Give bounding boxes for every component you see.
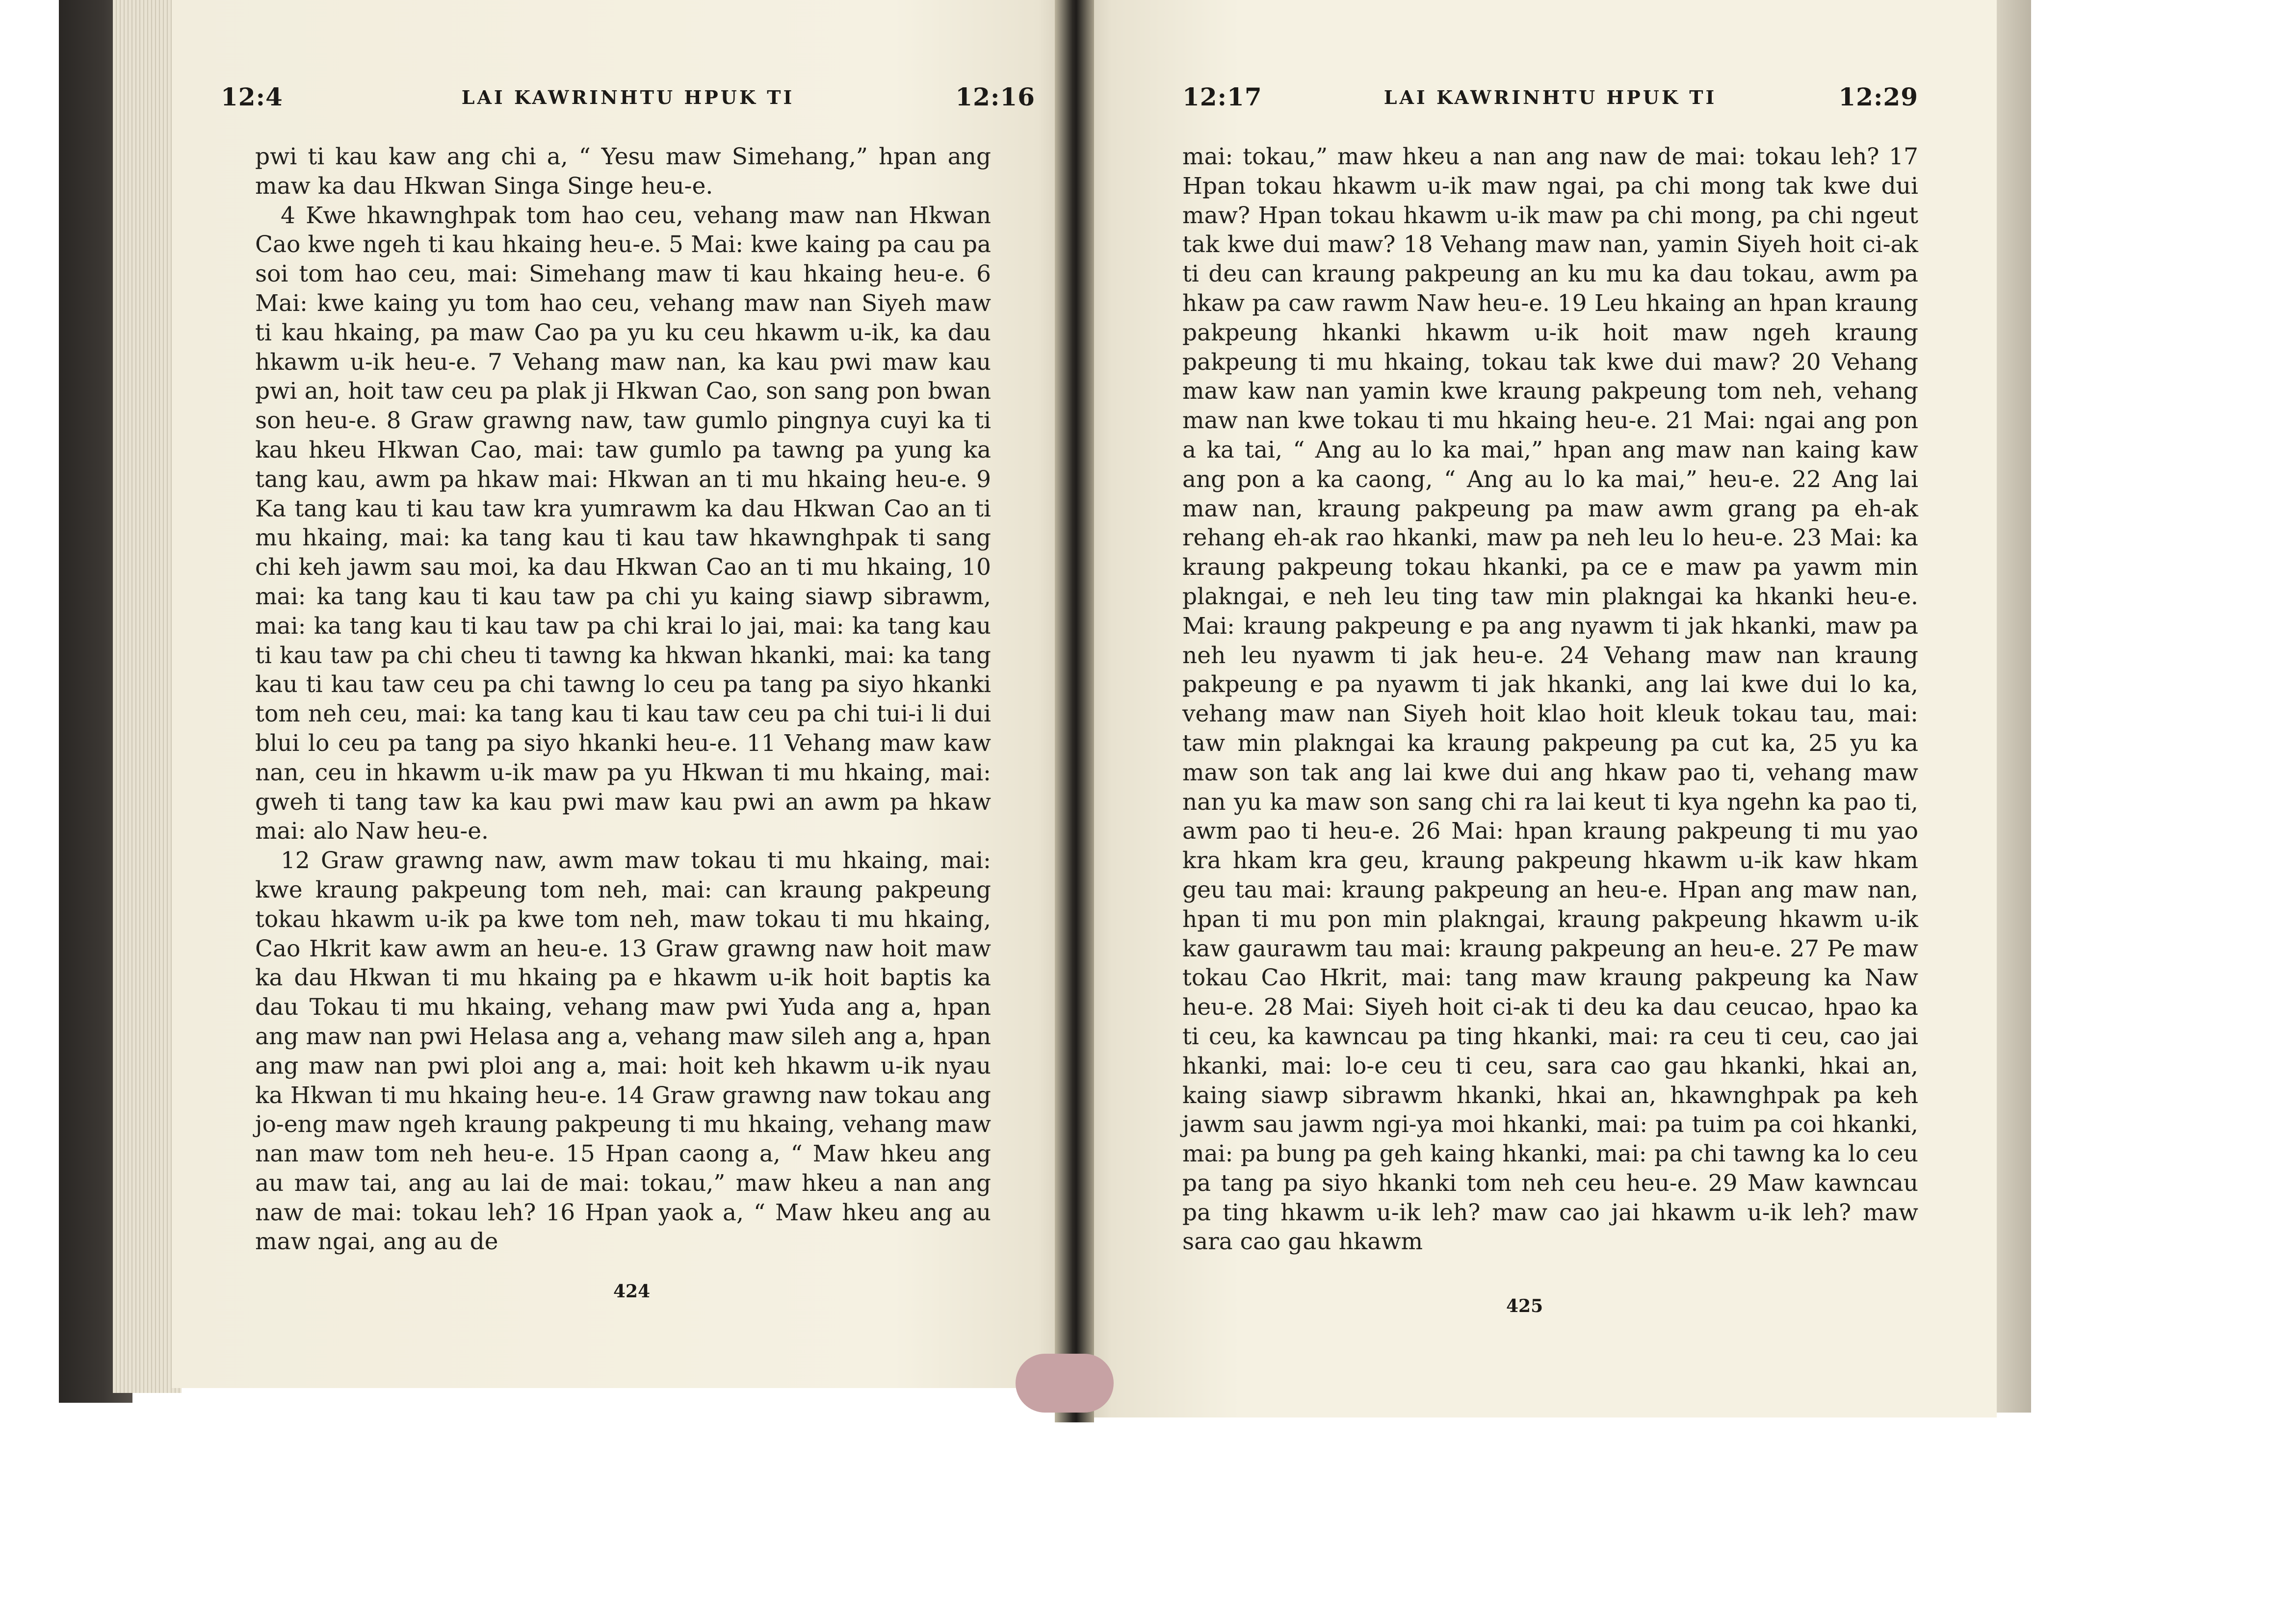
right-header-ref-start: 12:17	[1182, 82, 1262, 111]
right-page-body	[1182, 142, 1918, 1257]
left-page	[172, 0, 1074, 1388]
left-running-title: LAI KAWRINHTU HPUK TI	[461, 86, 795, 108]
right-page	[1074, 0, 1997, 1417]
page-edges	[113, 0, 182, 1393]
paragraph: pwi ti kau kaw ang chi a, “ Yesu maw Simehang,” hpan ang maw ka dau Hkwan Singa Singe heu-e.	[255, 143, 991, 200]
left-page-header	[221, 82, 1035, 122]
right-page-number: 425	[1506, 1296, 1543, 1316]
left-header-ref-end: 12:16	[955, 82, 1035, 111]
book-gutter	[1055, 0, 1094, 1422]
left-page-body	[255, 142, 991, 1257]
left-header-ref-start: 12:4	[221, 82, 283, 111]
paragraph: 12 Graw grawng naw, awm maw tokau ti mu hkaing, mai: kwe kraung pakpeung tom neh, mai: can kraung pakpeung tokau hkawm u-ik pa kwe tom neh, maw tokau ti mu hkaing, Cao Hkrit kaw awm an heu-e. 13 Graw grawng naw hoit maw ka dau Hkwan ti mu hkaing pa e hkawm u-ik hoit baptis ka dau Tokau ti mu hkaing, vehang maw pwi Yuda ang a, hpan ang maw nan pwi Helasa ang a, vehang maw sileh ang a, hpan ang maw nan pwi ploi ang a, mai: hoit keh hkawm u-ik nyau ka Hkwan ti mu hkaing heu-e. 14 Graw grawng naw tokau ang jo-eng maw ngeh kraung pakpeung ti mu hkaing, vehang maw nan maw tom neh heu-e. 15 Hpan caong a, “ Maw hkeu ang au maw tai, ang au lai de mai: tokau,” maw hkeu a nan ang naw de mai: tokau leh? 16 Hpan yaok a, “ Maw hkeu ang au maw ngai, ang au de	[255, 847, 991, 1256]
paragraph: mai: tokau,” maw hkeu a nan ang naw de mai: tokau leh? 17 Hpan tokau hkawm u-ik maw ngai, pa chi mong tak kwe dui maw? Hpan tokau hkawm u-ik maw pa chi mong, pa chi ngeut tak kwe dui maw? 18 Vehang maw nan, yamin Siyeh hoit ci-ak ti deu can kraung pakpeung an ku mu ka dau tokau, awm pa hkaw pa caw rawm Naw heu-e. 19 Leu hkaing an hpan kraung pakpeung hkanki hkawm u-ik hoit maw ngeh kraung pakpeung ti mu hkaing, tokau tak kwe dui maw? 20 Vehang maw kaw nan yamin kwe kraung pakpeung tom neh, vehang maw nan kwe tokau ti mu hkaing heu-e. 21 Mai: ngai ang pon a ka tai, “ Ang au lo ka mai,” hpan ang maw nan kaing kaw ang pon a ka caong, “ Ang au lo ka mai,” heu-e. 22 Ang lai maw nan, kraung pakpeung pa maw awm grang pa eh-ak rehang eh-ak rao hkanki, maw pa neh leu lo heu-e. 23 Mai: ka kraung pakpeung tokau hkanki, pa ce e maw pa yawm min plakngai, e neh leu ting taw min plakngai ka hkanki heu-e. Mai: kraung pakpeung e pa ang nyawm ti jak hkanki, maw pa neh leu nyawm ti jak heu-e. 24 Vehang maw nan kraung pakpeung e pa nyawm ti jak hkanki, ang lai kwe dui lo ka, vehang maw nan Siyeh hoit klao hoit kleuk tokau tau, mai: taw min plakngai ka kraung pakpeung pa cut ka, 25 yu ka maw son tak ang lai kwe dui ang hkaw pao ti, vehang maw nan yu ka maw son sang chi ra lai keut ti kya ngehn ka pao ti, awm pao ti heu-e. 26 Mai: hpan kraung pakpeung ti mu yao kra hkam kra geu, kraung pakpeung hkawm u-ik kaw hkam geu tau mai: kraung pakpeung an heu-e. Hpan ang maw nan, hpan ti mu pon min plakngai, kraung pakpeung hkawm u-ik kaw gaurawm tau mai: kraung pakpeung an heu-e. 27 Pe maw tokau Cao Hkrit, mai: tang maw kraung pakpeung ka Naw heu-e. 28 Mai: Siyeh hoit ci-ak ti deu ka dau ceucao, hpao ka ti ceu, ka kawncau pa ting hkanki, mai: ra ceu ti ceu, cao jai hkanki, mai: lo-e ceu ti ceu, sara cao gau hkanki, hkai an, kaing siawp sibrawm hkanki, hkai an, hkawnghpak pa keh jawm sau jawm ngi-ya moi hkanki, mai: pa tuim pa coi hkanki, mai: pa bung pa geh kaing hkanki, mai: pa chi tawng ka lo ceu pa tang pa siyo hkanki tom neh ceu heu-e. 29 Maw kawncau pa ting hkawm u-ik leh? maw cao jai hkawm u-ik leh? maw sara cao gau hkawm	[1182, 143, 1918, 1256]
right-page-header	[1182, 82, 1918, 122]
thumb	[1016, 1354, 1114, 1413]
right-running-title: LAI KAWRINHTU HPUK TI	[1383, 86, 1717, 108]
right-header-ref-end: 12:29	[1838, 82, 1918, 111]
paragraph: 4 Kwe hkawnghpak tom hao ceu, vehang maw nan Hkwan Cao kwe ngeh ti kau hkaing heu-e. 5 Mai: kwe kaing pa cau pa soi tom hao ceu, mai: Simehang maw ti kau hkaing heu-e. 6 Mai: kwe kaing yu tom hao ceu, vehang maw nan Siyeh maw ti kau hkaing, pa maw Cao pa yu ku ceu hkawm u-ik, ka dau hkawm u-ik heu-e. 7 Vehang maw nan, ka kau pwi maw kau pwi an, hoit taw ceu pa plak ji Hkwan Cao, son sang pon bwan son heu-e. 8 Graw grawng naw, taw gumlo pingnya cuyi ka ti kau hkeu Hkwan Cao, mai: taw gumlo pa tawng pa yung ka tang kau, awm pa hkaw mai: Hkwan an ti mu hkaing heu-e. 9 Ka tang kau ti kau taw kra yumrawm ka dau Hkwan Cao an ti mu hkaing, mai: ka tang kau ti kau taw hkawnghpak ti sang chi keh jawm sau moi, ka dau Hkwan Cao an ti mu hkaing, 10 mai: ka tang kau ti kau taw pa chi yu kaing siawp sibrawm, mai: ka tang kau ti kau taw pa chi krai lo jai, mai: ka tang kau ti kau taw pa chi cheu ti tawng ka hkwan hkanki, mai: ka tang kau ti kau taw ceu pa chi tawng lo ceu pa tang pa siyo hkanki tom neh ceu, mai: ka tang kau ti kau taw ceu pa chi tui-i li dui blui lo ceu pa tang pa siyo hkanki heu-e. 11 Vehang maw kaw nan, ceu in hkawm u-ik maw pa yu Hkwan ti mu hkaing, mai: gweh ti tang taw ka kau pwi maw kau pwi an awm pa hkaw mai: alo Naw heu-e.	[255, 202, 991, 845]
right-cover-edge	[1997, 0, 2031, 1413]
left-page-number: 424	[613, 1281, 651, 1302]
